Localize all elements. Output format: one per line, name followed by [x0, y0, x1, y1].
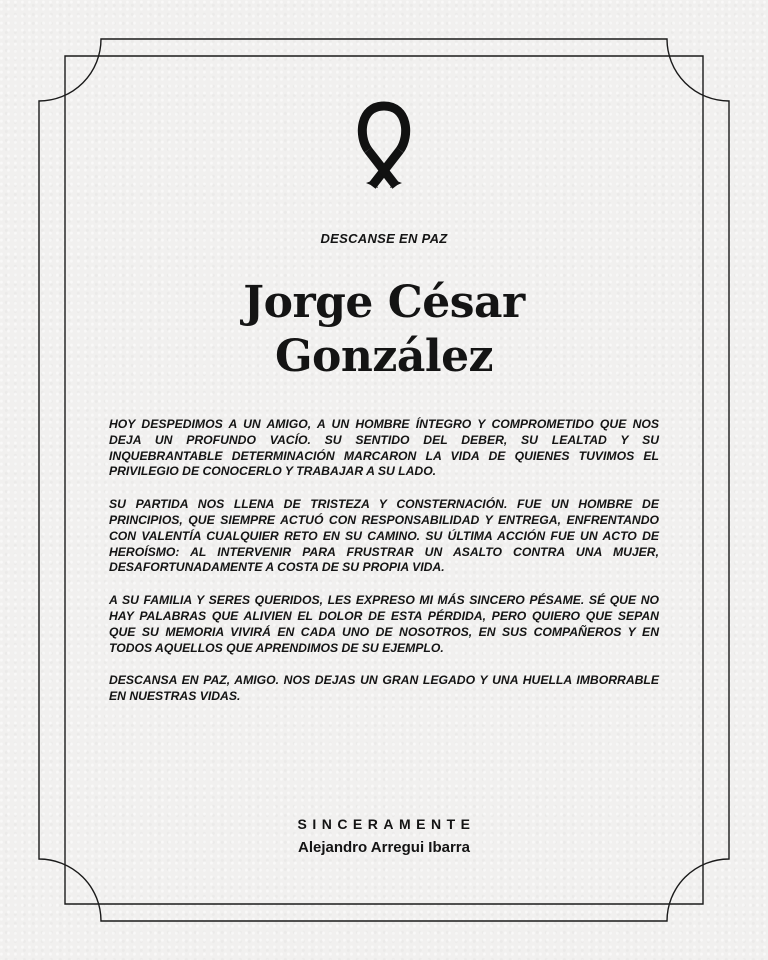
message-paragraph-2: SU PARTIDA NOS LLENA DE TRISTEZA Y CONSTERNACIÓN. FUE UN HOMBRE DE PRINCIPIOS, QUE SIEMPRE ACTUÓ CON RESPONSABILIDAD Y ENTREGA, ENFRENTANDO CON VALENTÍA CUALQUIER RETO EN SU CAMINO. SU ÚLTIMA ACCIÓN FUE UN ACTO DE HEROÍSMO: AL INTERVENIR PARA FRUSTRAR UN ASALTO CONTRA UNA MUJER, DESAFORTUNADAMENTE A COSTA DE SU PROPIA VIDA.: [109, 497, 659, 575]
signer-name: Alejandro Arregui Ibarra: [298, 839, 470, 856]
message-paragraph-4: DESCANSA EN PAZ, AMIGO. NOS DEJAS UN GRAN LEGADO Y UNA HUELLA IMBORRABLE EN NUESTRAS VIDAS.: [109, 673, 659, 704]
signoff-label: SINCERAMENTE: [297, 816, 476, 832]
rest-in-peace-caption: DESCANSE EN PAZ: [320, 231, 448, 246]
deceased-name-line-1: Jorge César: [243, 277, 525, 328]
message-paragraph-1: HOY DESPEDIMOS A UN AMIGO, A UN HOMBRE ÍNTEGRO Y COMPROMETIDO QUE NOS DEJA UN PROFUNDO VACÍO. SU SENTIDO DEL DEBER, SU LEALTAD Y SU INQUEBRANTABLE DETERMINACIÓN MARCARON LA VIDA DE QUIENES TUVIMOS EL PRIVILEGIO DE CONOCERLO Y TRABAJAR A SU LADO.: [109, 417, 659, 479]
deceased-name-line-2: González: [274, 331, 494, 382]
deceased-name: [0, 276, 768, 384]
condolence-message: [109, 417, 659, 722]
message-paragraph-3: A SU FAMILIA Y SERES QUERIDOS, LES EXPRESO MI MÁS SINCERO PÉSAME. SÉ QUE NO HAY PALABRAS QUE ALIVIEN EL DOLOR DE ESTA PÉRDIDA, PERO QUIERO QUE SEPAN QUE SU MEMORIA VIVIRÁ EN CADA UNO DE NOSOTROS, EN SUS COMPAÑEROS Y EN TODOS AQUELLOS QUE APRENDIMOS DE SU EJEMPLO.: [109, 593, 659, 655]
mourning-ribbon-icon: [352, 100, 416, 190]
